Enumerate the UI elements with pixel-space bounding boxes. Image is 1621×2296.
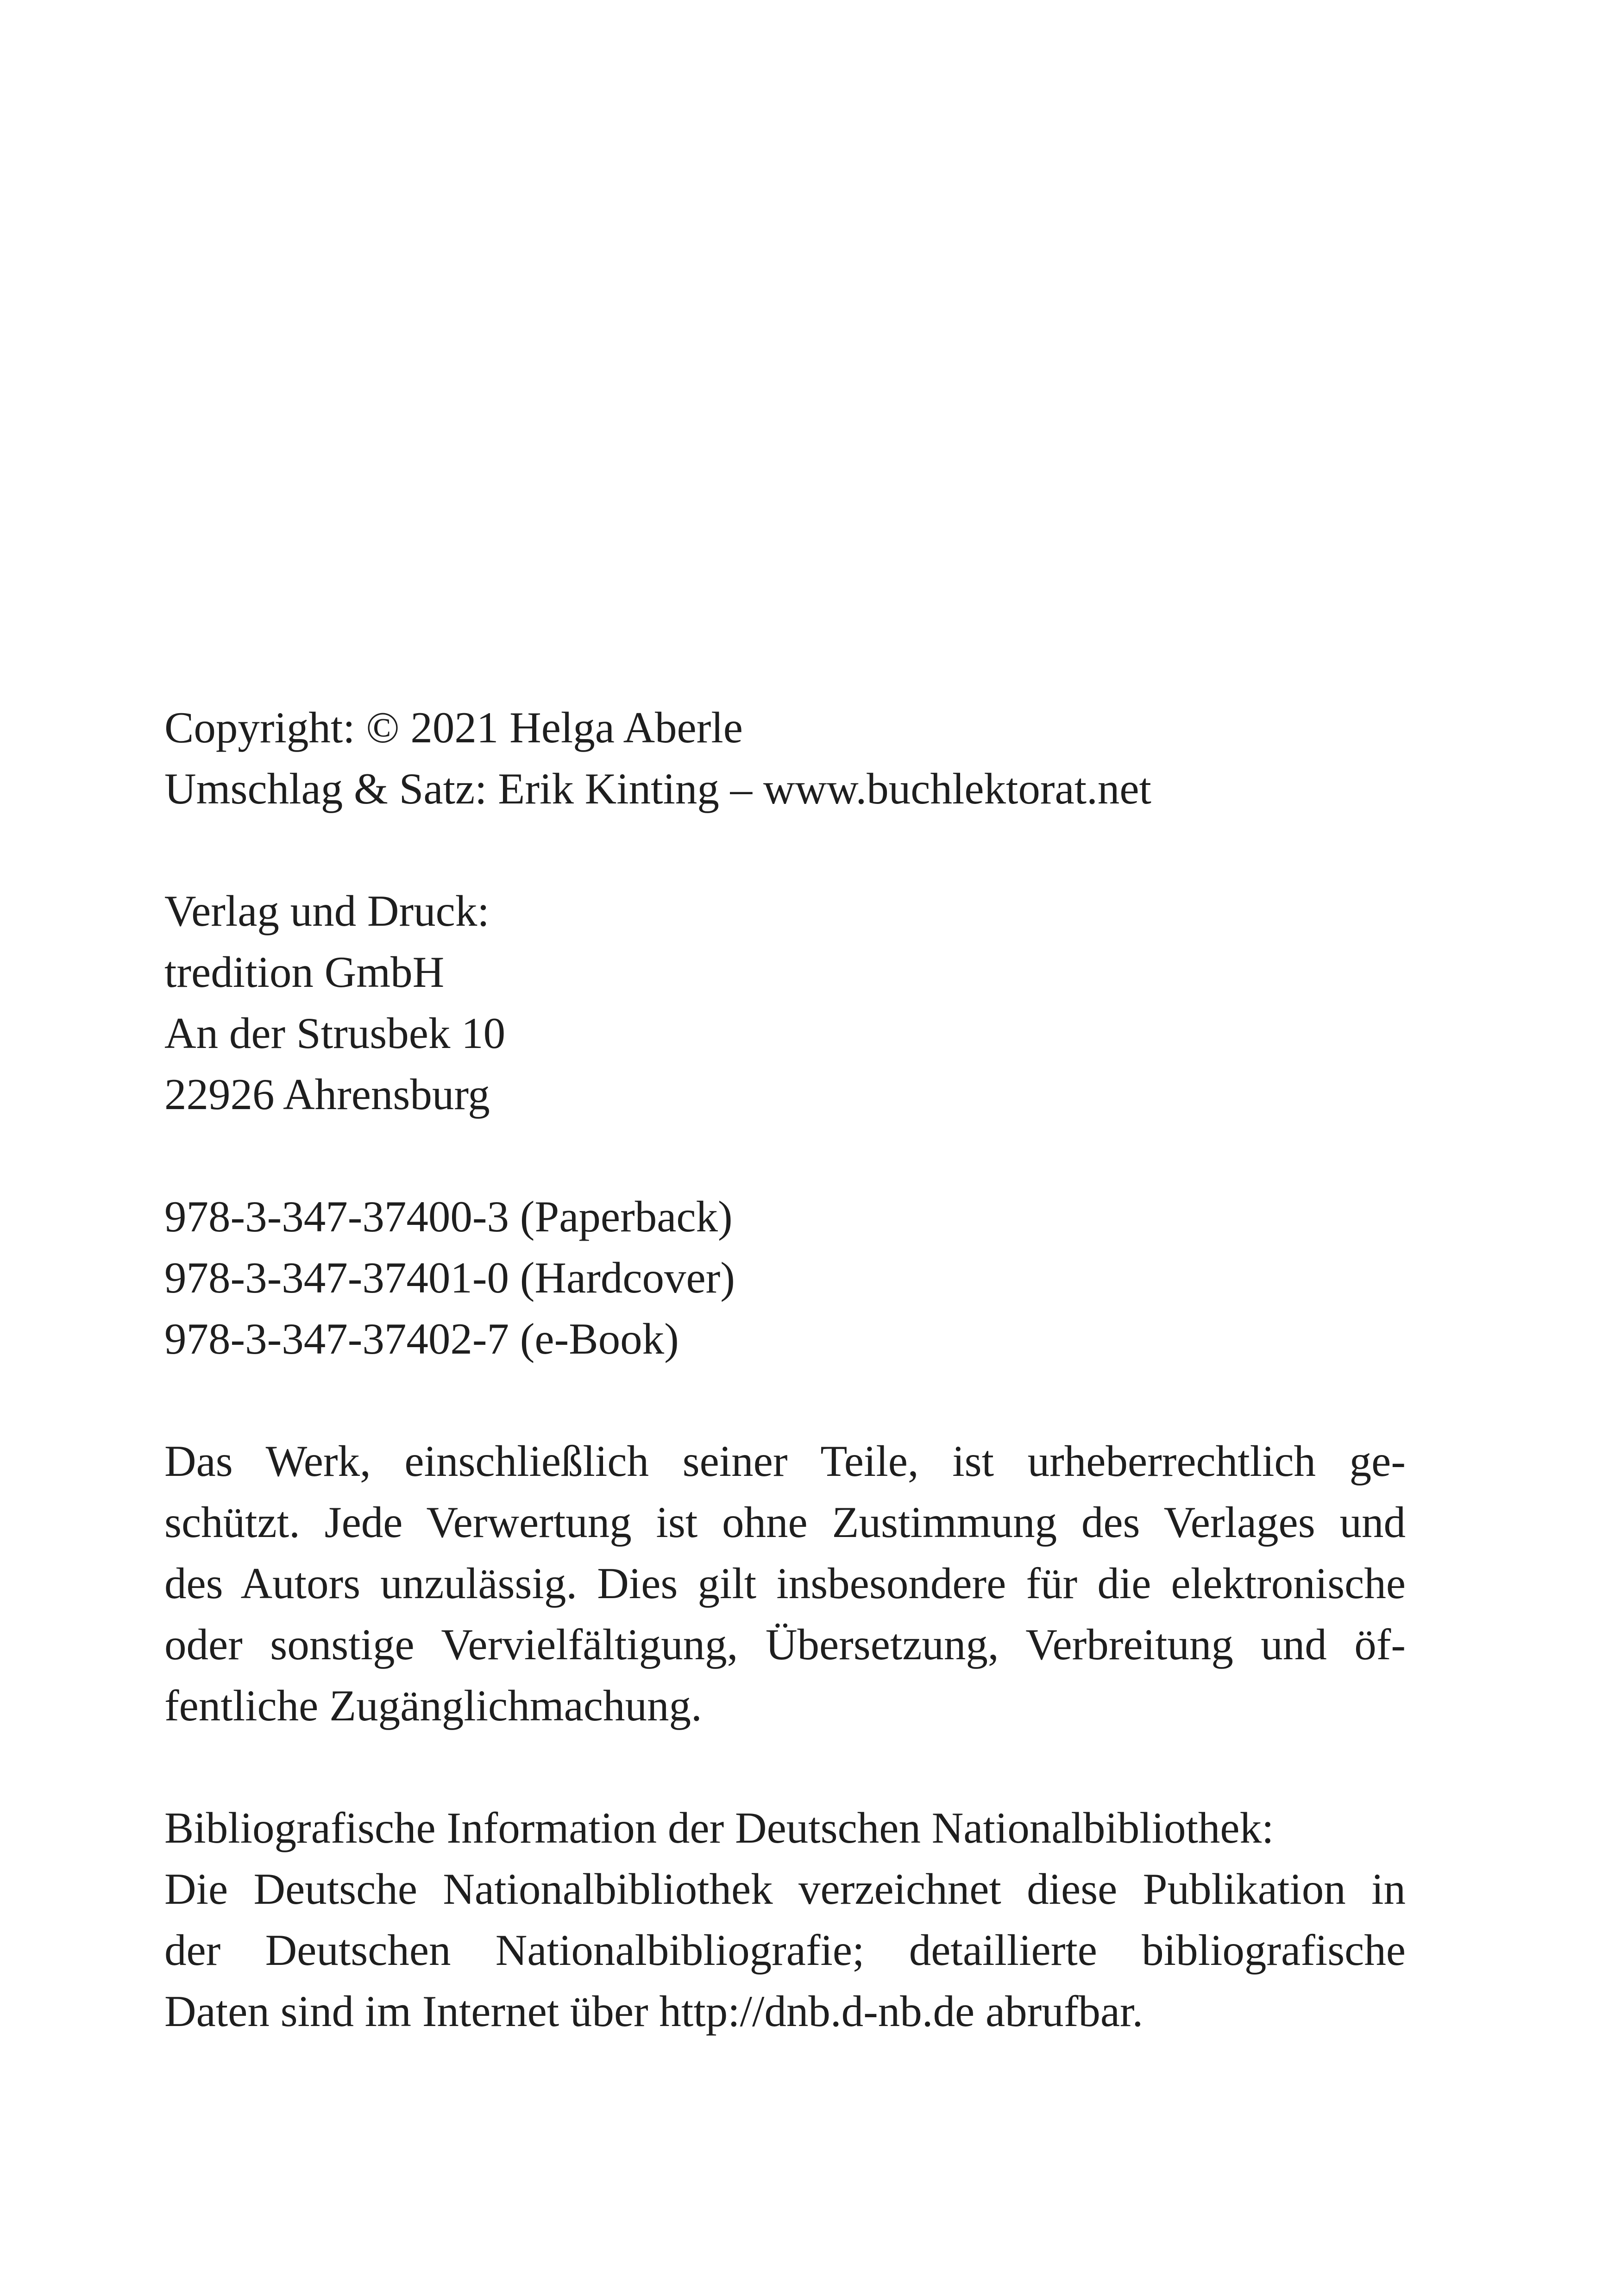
rights-line: Das Werk, einschließlich seiner Teile, ist urheberrechtlich ge- (164, 1437, 1406, 1486)
spacer (164, 819, 1406, 880)
spacer (164, 1125, 1406, 1186)
dnb-paragraph (164, 1797, 1406, 2042)
isbn-block (164, 1186, 1406, 1369)
rights-paragraph (164, 1430, 1406, 1736)
imprint-page (164, 697, 1406, 2042)
dnb-line: Die Deutsche Nationalbibliothek verzeichnet diese Publikation in (164, 1864, 1406, 1913)
publisher-label: Verlag und Druck: (164, 886, 490, 935)
publisher-street: An der Strusbek 10 (164, 1009, 506, 1058)
publisher-block (164, 880, 1406, 1125)
dnb-heading: Bibliografische Information der Deutschen Nationalbibliothek: (164, 1803, 1274, 1852)
spacer (164, 1369, 1406, 1430)
rights-line: schützt. Jede Verwertung ist ohne Zustimmung des Verlages und (164, 1498, 1406, 1547)
publisher-city: 22926 Ahrensburg (164, 1070, 490, 1119)
copyright-block (164, 697, 1406, 819)
dnb-line: der Deutschen Nationalbibliografie; detaillierte bibliografische (164, 1926, 1406, 1975)
spacer (164, 1736, 1406, 1797)
isbn-ebook: 978-3-347-37402-7 (e-Book) (164, 1314, 679, 1363)
isbn-hardcover: 978-3-347-37401-0 (Hardcover) (164, 1253, 735, 1302)
publisher-name: tredition GmbH (164, 947, 445, 997)
dnb-line: Daten sind im Internet über http://dnb.d-nb.de abrufbar. (164, 1987, 1143, 2036)
rights-line: des Autors unzulässig. Dies gilt insbesondere für die elektronische (164, 1559, 1406, 1608)
rights-line: fentliche Zugänglichmachung. (164, 1681, 702, 1730)
copyright-line: Copyright: © 2021 Helga Aberle (164, 703, 743, 752)
rights-line: oder sonstige Vervielfältigung, Übersetzung, Verbreitung und öf- (164, 1620, 1406, 1669)
isbn-paperback: 978-3-347-37400-3 (Paperback) (164, 1192, 733, 1241)
cover-credit-line: Umschlag & Satz: Erik Kinting – www.buchlektorat.net (164, 764, 1151, 813)
